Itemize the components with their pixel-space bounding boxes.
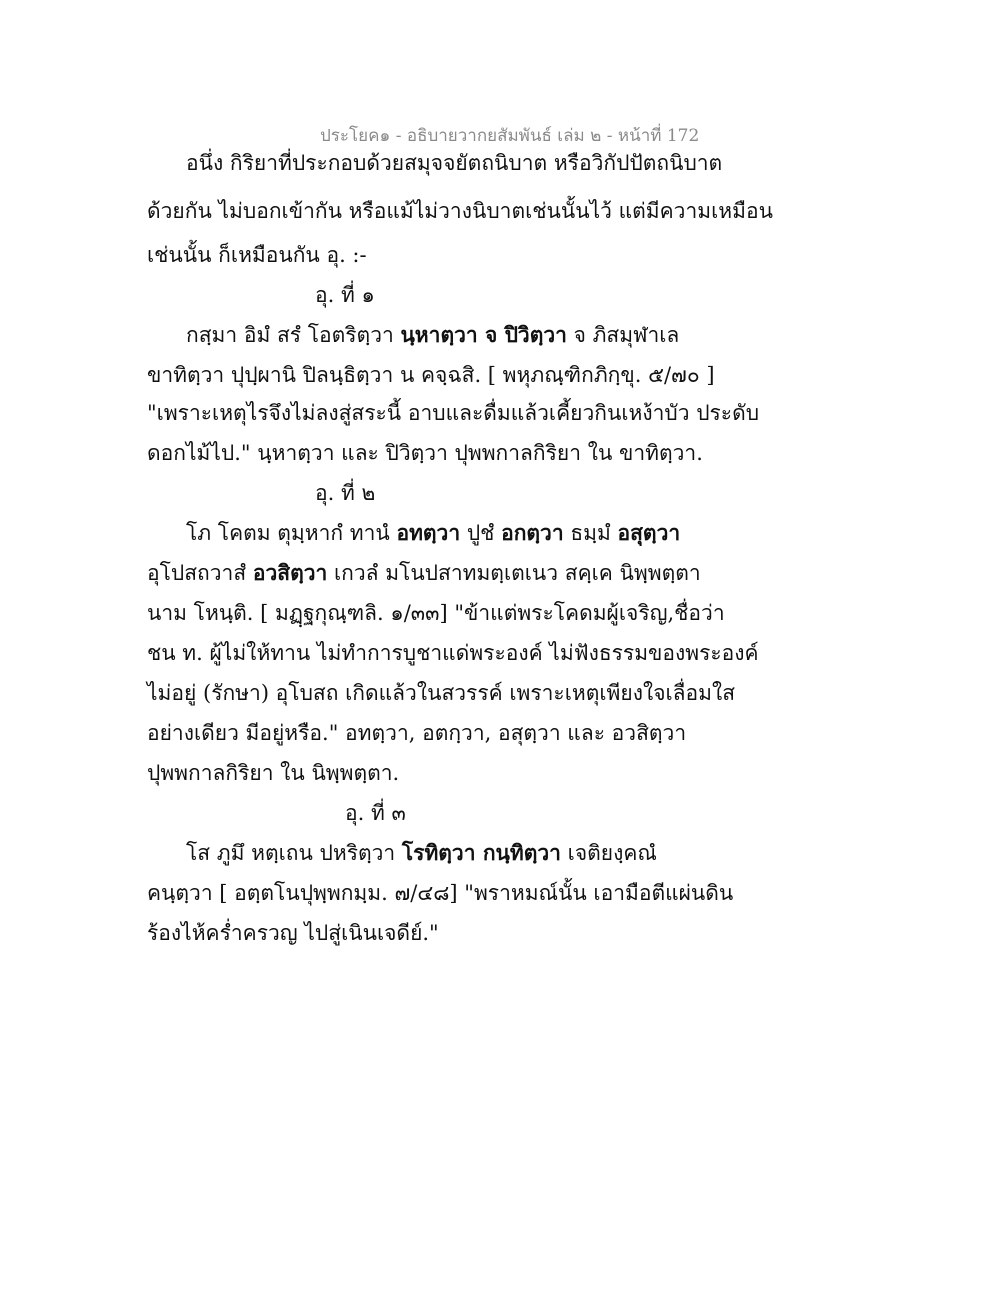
- example-2-line-3: นาม โหนฺติ. [ มฏฺฐกุณฺฑลิ. ๑/๓๓] "ข้าแต่พระโคดมผู้เจริญ,ชื่อว่า: [147, 601, 725, 625]
- example-3-heading: อุ. ที่ ๓: [345, 801, 406, 825]
- example-2-line-5: ไม่อยู่ (รักษา) อุโบสถ เกิดแล้วในสวรรค์ เพราะเหตุเพียงใจเลื่อมใส: [147, 681, 736, 705]
- example-3-line-1: [186, 838, 657, 868]
- example-2-line-2-tail: เกวลํ มโนปสาทมตฺเตเนว สคฺเค นิพฺพตฺตา: [327, 561, 701, 585]
- example-1-line-1-tail: จ ภิสมุฬาเล: [566, 323, 680, 347]
- example-2-bold-2: อกตฺวา: [501, 520, 564, 545]
- example-1-line-4: ดอกไม้ไป." นฺหาตฺวา และ ปิวิตฺวา ปุพพกาลกิริยา ใน ขาทิตฺวา.: [147, 441, 703, 465]
- example-2-line-1-mid2: ธมฺมํ: [563, 521, 618, 545]
- example-2-line-4: ชน ท. ผู้ไม่ให้ทาน ไม่ทำการบูชาแด่พระองค์ ไม่ฟังธรรมของพระองค์: [147, 641, 759, 665]
- intro-line-1: อนึ่ง กิริยาที่ประกอบด้วยสมุจจยัตถนิบาต หรือวิกัปปัตถนิบาต: [186, 151, 723, 175]
- example-2-bold-4: อวสิตฺวา: [252, 560, 328, 585]
- example-2-line-2-text: อุโปสถวาสํ: [147, 561, 253, 585]
- example-1-line-1: [186, 320, 679, 350]
- intro-line-2: ด้วยกัน ไม่บอกเข้ากัน หรือแม้ไม่วางนิบาตเช่นนั้นไว้ แต่มีความเหมือน: [147, 199, 773, 223]
- example-1-line-2: ขาทิตฺวา ปุปฺผานิ ปิลนฺธิตฺวา น คจฺฉสิ. [ พหุภณฺฑิกภิกฺขุ. ๕/๗๐ ]: [147, 363, 715, 387]
- example-2-heading: อุ. ที่ ๒: [315, 481, 376, 505]
- example-1-heading: อุ. ที่ ๑: [315, 283, 375, 307]
- example-1-line-1-text: กสฺมา อิมํ สรํ โอตริตฺวา: [186, 323, 401, 347]
- example-3-bold-verbs: โรทิตฺวา กนฺทิตฺวา: [401, 840, 561, 865]
- example-3-line-3: ร้องไห้คร่ำครวญ ไปสู่เนินเจดีย์.": [147, 921, 439, 945]
- intro-line-3: เช่นนั้น ก็เหมือนกัน อุ. :-: [147, 243, 367, 267]
- example-2-line-1-text: โภ โคตม ตุมฺหากํ ทานํ: [186, 521, 397, 545]
- example-3-line-2: คนฺตฺวา [ อตฺตโนปุพฺพกมฺม. ๗/๔๘] "พราหมณ์นั้น เอามือตีแผ่นดิน: [147, 881, 734, 905]
- example-2-line-7: ปุพพกาลกิริยา ใน นิพฺพตฺตา.: [147, 761, 400, 785]
- example-3-line-1-tail: เจติยงฺคณํ: [560, 841, 657, 865]
- example-2-bold-3: อสุตฺวา: [617, 520, 681, 545]
- example-1-bold-verbs: นฺหาตฺวา จ ปิวิตฺวา: [400, 322, 567, 347]
- example-2-line-6: อย่างเดียว มีอยู่หรือ." อทตฺวา, อตกฺวา, อสุตฺวา และ อวสิตฺวา: [147, 721, 687, 745]
- example-3-line-1-text: โส ภูมึ หตฺเถน ปหริตฺวา: [186, 841, 402, 865]
- example-2-line-1: [186, 518, 680, 548]
- example-2-line-1-mid: ปูชํ: [460, 521, 502, 545]
- example-2-bold-1: อทตฺวา: [396, 520, 461, 545]
- example-1-line-3: "เพราะเหตุไรจึงไม่ลงสู่สระนี้ อาบและดื่มแล้วเคี้ยวกินเหง้าบัว ประดับ: [147, 401, 760, 425]
- example-2-line-2: [147, 558, 701, 588]
- running-header: ประโยค๑ - อธิบายวากยสัมพันธ์ เล่ม ๒ - หน้าที่ 172: [320, 126, 700, 146]
